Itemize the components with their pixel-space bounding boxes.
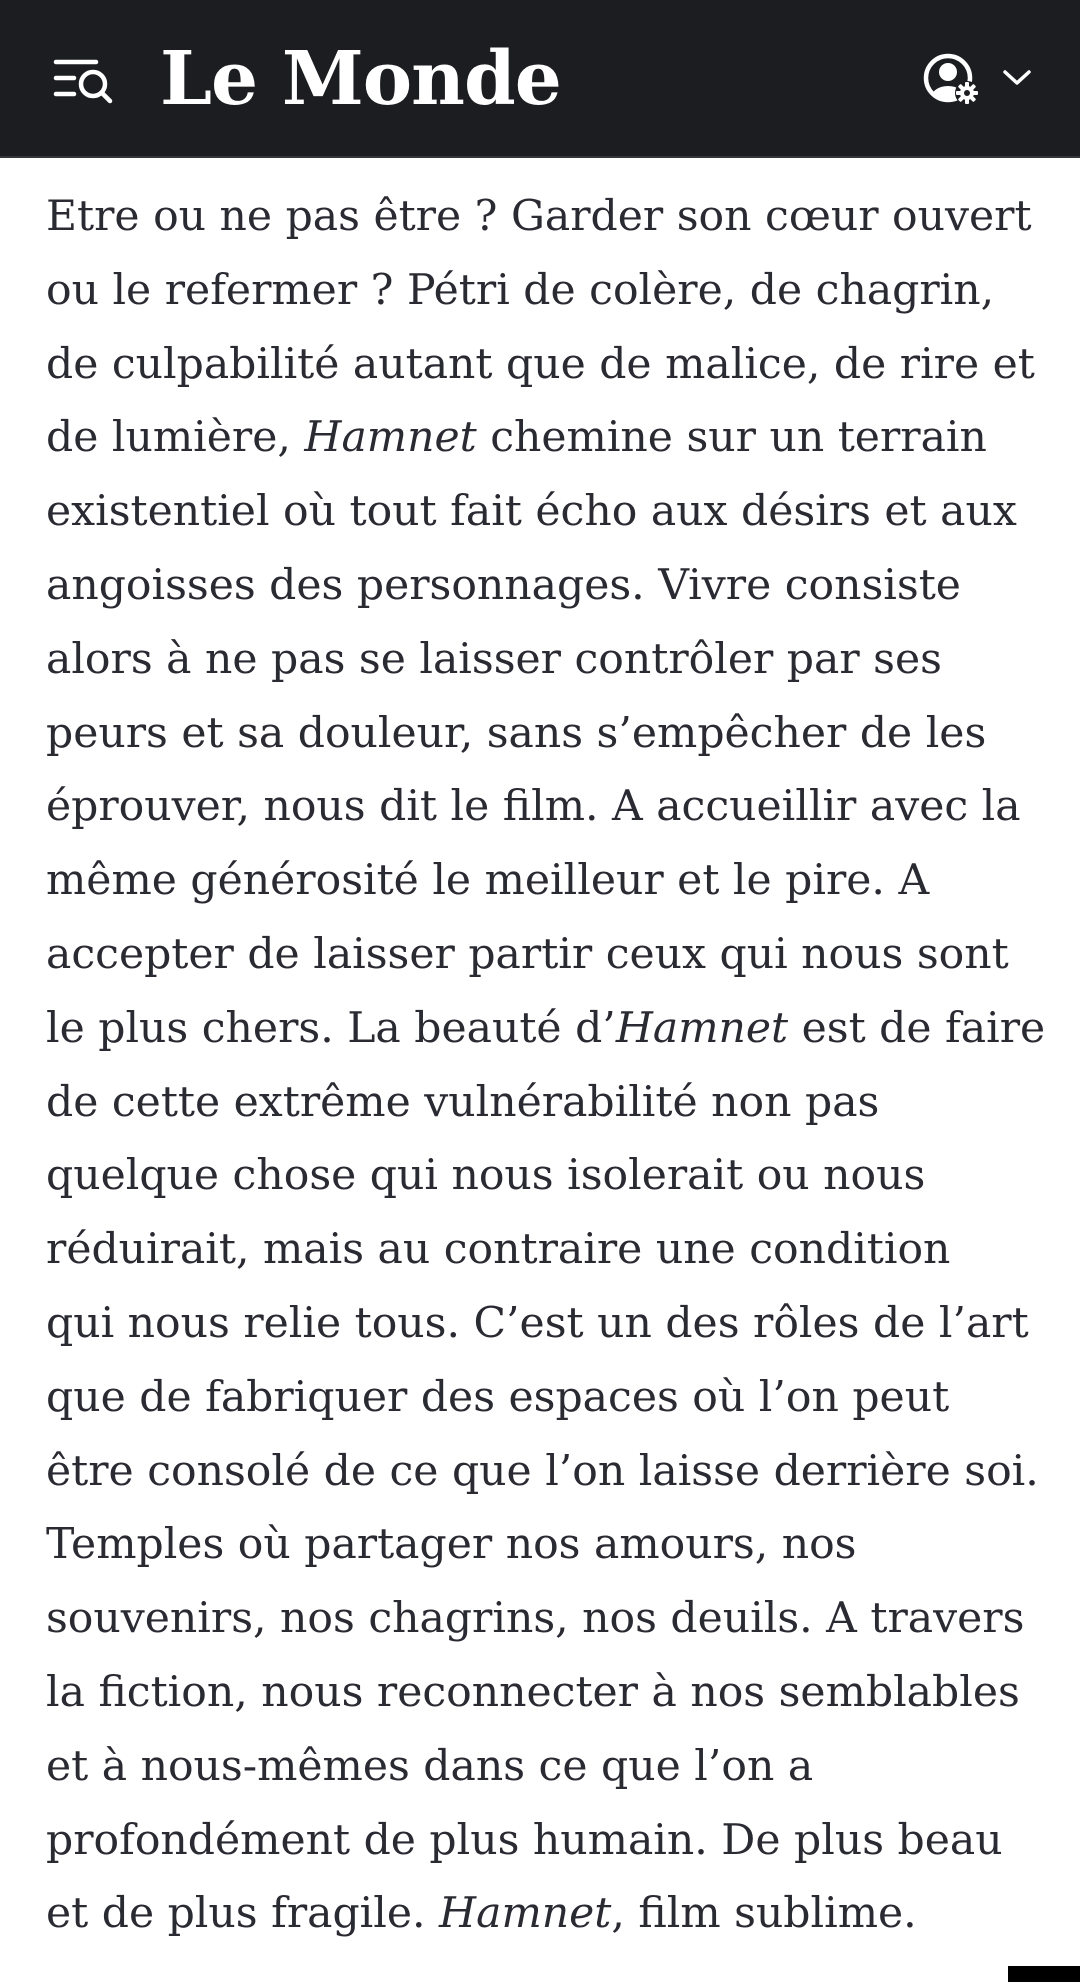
text-segment: peurs et sa douleur, sans s’empêcher de les — [46, 708, 987, 758]
text-segment: de cette extrême vulnérabilité non pas — [46, 1077, 880, 1127]
paragraph-line — [46, 180, 1046, 254]
menu-search-button[interactable] — [52, 56, 116, 106]
text-segment: , film sublime. — [611, 1889, 917, 1939]
text-segment: profondément de plus humain. De plus beau — [46, 1815, 1003, 1865]
paragraph-line — [46, 475, 1046, 549]
text-segment: même générosité le meilleur et le pire. A — [46, 856, 930, 906]
text-segment: accepter de laisser partir ceux qui nous sont — [46, 929, 1009, 979]
text-segment: angoisses des personnages. Vivre consiste — [46, 560, 961, 610]
text-segment: ou le refermer ? Pétri de colère, de chagrin, — [46, 265, 995, 315]
text-segment: que de fabriquer des espaces où l’on peut — [46, 1372, 950, 1422]
article-body — [46, 180, 1046, 1951]
text-segment: Temples où partager nos amours, nos — [46, 1520, 857, 1570]
paragraph-line — [46, 1582, 1046, 1656]
text-segment: le plus chers. La beauté d’ — [46, 1003, 616, 1053]
text-segment: alors à ne pas se laisser contrôler par ses — [46, 634, 942, 684]
paragraph-line — [46, 770, 1046, 844]
menu-search-icon — [52, 56, 116, 106]
text-segment: et de plus fragile. — [46, 1889, 440, 1939]
text-segment: existentiel où tout fait écho aux désirs et aux — [46, 487, 1017, 537]
paragraph-line — [46, 1877, 1046, 1951]
paragraph-line — [46, 844, 1046, 918]
article-paragraph — [46, 180, 1046, 1951]
paragraph-line — [46, 1213, 1046, 1287]
text-segment: être consolé de ce que l’on laisse derrière soi. — [46, 1446, 1039, 1496]
paragraph-line — [46, 549, 1046, 623]
paragraph-line — [46, 328, 1046, 402]
paragraph-line — [46, 1730, 1046, 1804]
paragraph-line — [46, 992, 1046, 1066]
paragraph-line — [46, 1139, 1046, 1213]
film-title-italic: Hamnet — [439, 1889, 612, 1939]
film-title-italic: Hamnet — [615, 1003, 789, 1053]
paragraph-line — [46, 918, 1046, 992]
paragraph-line — [46, 623, 1046, 697]
text-segment: souvenirs, nos chagrins, nos deuils. A travers — [46, 1594, 1025, 1644]
text-segment: de culpabilité autant que de malice, de rire et — [46, 339, 1035, 389]
paragraph-line — [46, 254, 1046, 328]
text-segment: chemine sur un terrain — [476, 413, 987, 463]
chevron-down-icon — [1002, 68, 1032, 88]
paragraph-line — [46, 1656, 1046, 1730]
text-segment: éprouver, nous dit le film. A accueillir avec la — [46, 782, 1021, 832]
top-navigation-bar — [0, 0, 1080, 158]
corner-overlay — [1008, 1966, 1080, 1982]
paragraph-line — [46, 401, 1046, 475]
le-monde-logo[interactable]: Le Monde — [160, 36, 561, 122]
paragraph-line — [46, 1066, 1046, 1140]
account-menu-button[interactable] — [920, 50, 1036, 110]
text-segment: est de faire — [788, 1003, 1046, 1053]
paragraph-line — [46, 1435, 1046, 1509]
paragraph-line — [46, 1804, 1046, 1878]
paragraph-line — [46, 1508, 1046, 1582]
text-segment: de lumière, — [46, 413, 305, 463]
text-segment: quelque chose qui nous isolerait ou nous — [46, 1151, 926, 1201]
text-segment: Etre ou ne pas être ? Garder son cœur ouvert — [46, 192, 1032, 241]
text-segment: réduirait, mais au contraire une condition — [46, 1225, 951, 1275]
paragraph-line — [46, 697, 1046, 771]
text-segment: et à nous-mêmes dans ce que l’on a — [46, 1741, 814, 1791]
film-title-italic: Hamnet — [304, 413, 477, 463]
text-segment: la fiction, nous reconnecter à nos semblables — [46, 1667, 1020, 1717]
paragraph-line — [46, 1361, 1046, 1435]
text-segment: qui nous relie tous. C’est un des rôles de l’art — [46, 1298, 1029, 1348]
paragraph-line — [46, 1287, 1046, 1361]
user-settings-icon — [920, 50, 984, 110]
